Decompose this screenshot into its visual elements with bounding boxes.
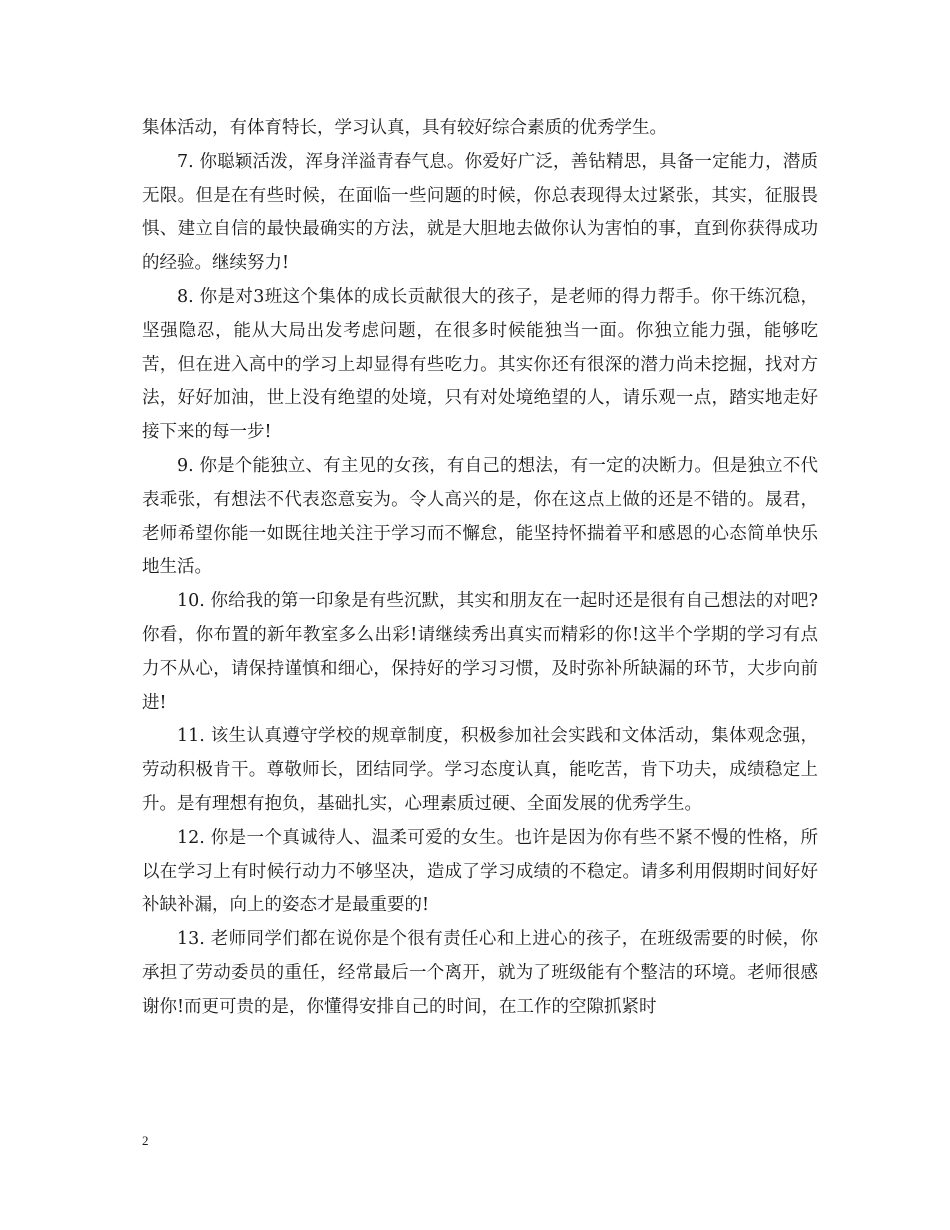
page-number: 2 bbox=[142, 1133, 149, 1148]
paragraph-7: 7. 你聪颖活泼，浑身洋溢青春气息。你爱好广泛，善钻精思，具备一定能力，潜质无限。但是在有些时候，在面临一些问题的时候，你总表现得太过紧张，其实，征服畏惧、建立自信的最快最确实的方法，就是大胆地去做你认为害怕的事，直到你获得成功的经验。继续努力! bbox=[142, 151, 818, 274]
document-body bbox=[142, 112, 818, 1025]
paragraph-9: 9. 你是个能独立、有主见的女孩，有自己的想法，有一定的决断力。但是独立不代表乖张，有想法不代表恣意妄为。令人高兴的是，你在这点上做的还是不错的。晟君，老师希望你能一如既往地关注于学习而不懈怠，能坚持怀揣着平和感恩的心态简单快乐地生活。 bbox=[142, 455, 818, 578]
paragraph-11: 11. 该生认真遵守学校的规章制度，积极参加社会实践和文体活动，集体观念强，劳动积极肯干。尊敬师长，团结同学。学习态度认真，能吃苦，肯下功夫，成绩稳定上升。是有理想有抱负，基础扎实，心理素质过硬、全面发展的优秀学生。 bbox=[142, 726, 818, 814]
paragraph-12: 12. 你是一个真诚待人、温柔可爱的女生。也许是因为你有些不紧不慢的性格，所以在学习上有时候行动力不够坚决，造成了学习成绩的不稳定。请多利用假期时间好好补缺补漏，向上的姿态才是最重要的! bbox=[142, 827, 818, 916]
paragraph-continued: 集体活动，有体育特长，学习认真，具有较好综合素质的优秀学生。 bbox=[142, 118, 667, 138]
paragraph-10: 10. 你给我的第一印象是有些沉默，其实和朋友在一起时还是很有自己想法的对吧?你看，你布置的新年教室多么出彩!请继续秀出真实而精彩的你!这半个学期的学习有点力不从心，请保持谨慎和细心，保持好的学习习惯，及时弥补所缺漏的环节，大步向前进! bbox=[142, 591, 818, 713]
paragraph-8: 8. 你是对3班这个集体的成长贡献很大的孩子，是老师的得力帮手。你干练沉稳，坚强隐忍，能从大局出发考虑问题，在很多时候能独当一面。你独立能力强，能够吃苦，但在进入高中的学习上却显得有些吃力。其实你还有很深的潜力尚未挖掘，找对方法，好好加油，世上没有绝望的处境，只有对处境绝望的人，请乐观一点，踏实地走好接下来的每一步! bbox=[142, 286, 818, 443]
paragraph-13: 13. 老师同学们都在说你是个很有责任心和上进心的孩子，在班级需要的时候，你承担了劳动委员的重任，经常最后一个离开，就为了班级能有个整洁的环境。老师很感谢你!而更可贵的是，你懂得安排自己的时间，在工作的空隙抓紧时 bbox=[142, 929, 818, 1017]
